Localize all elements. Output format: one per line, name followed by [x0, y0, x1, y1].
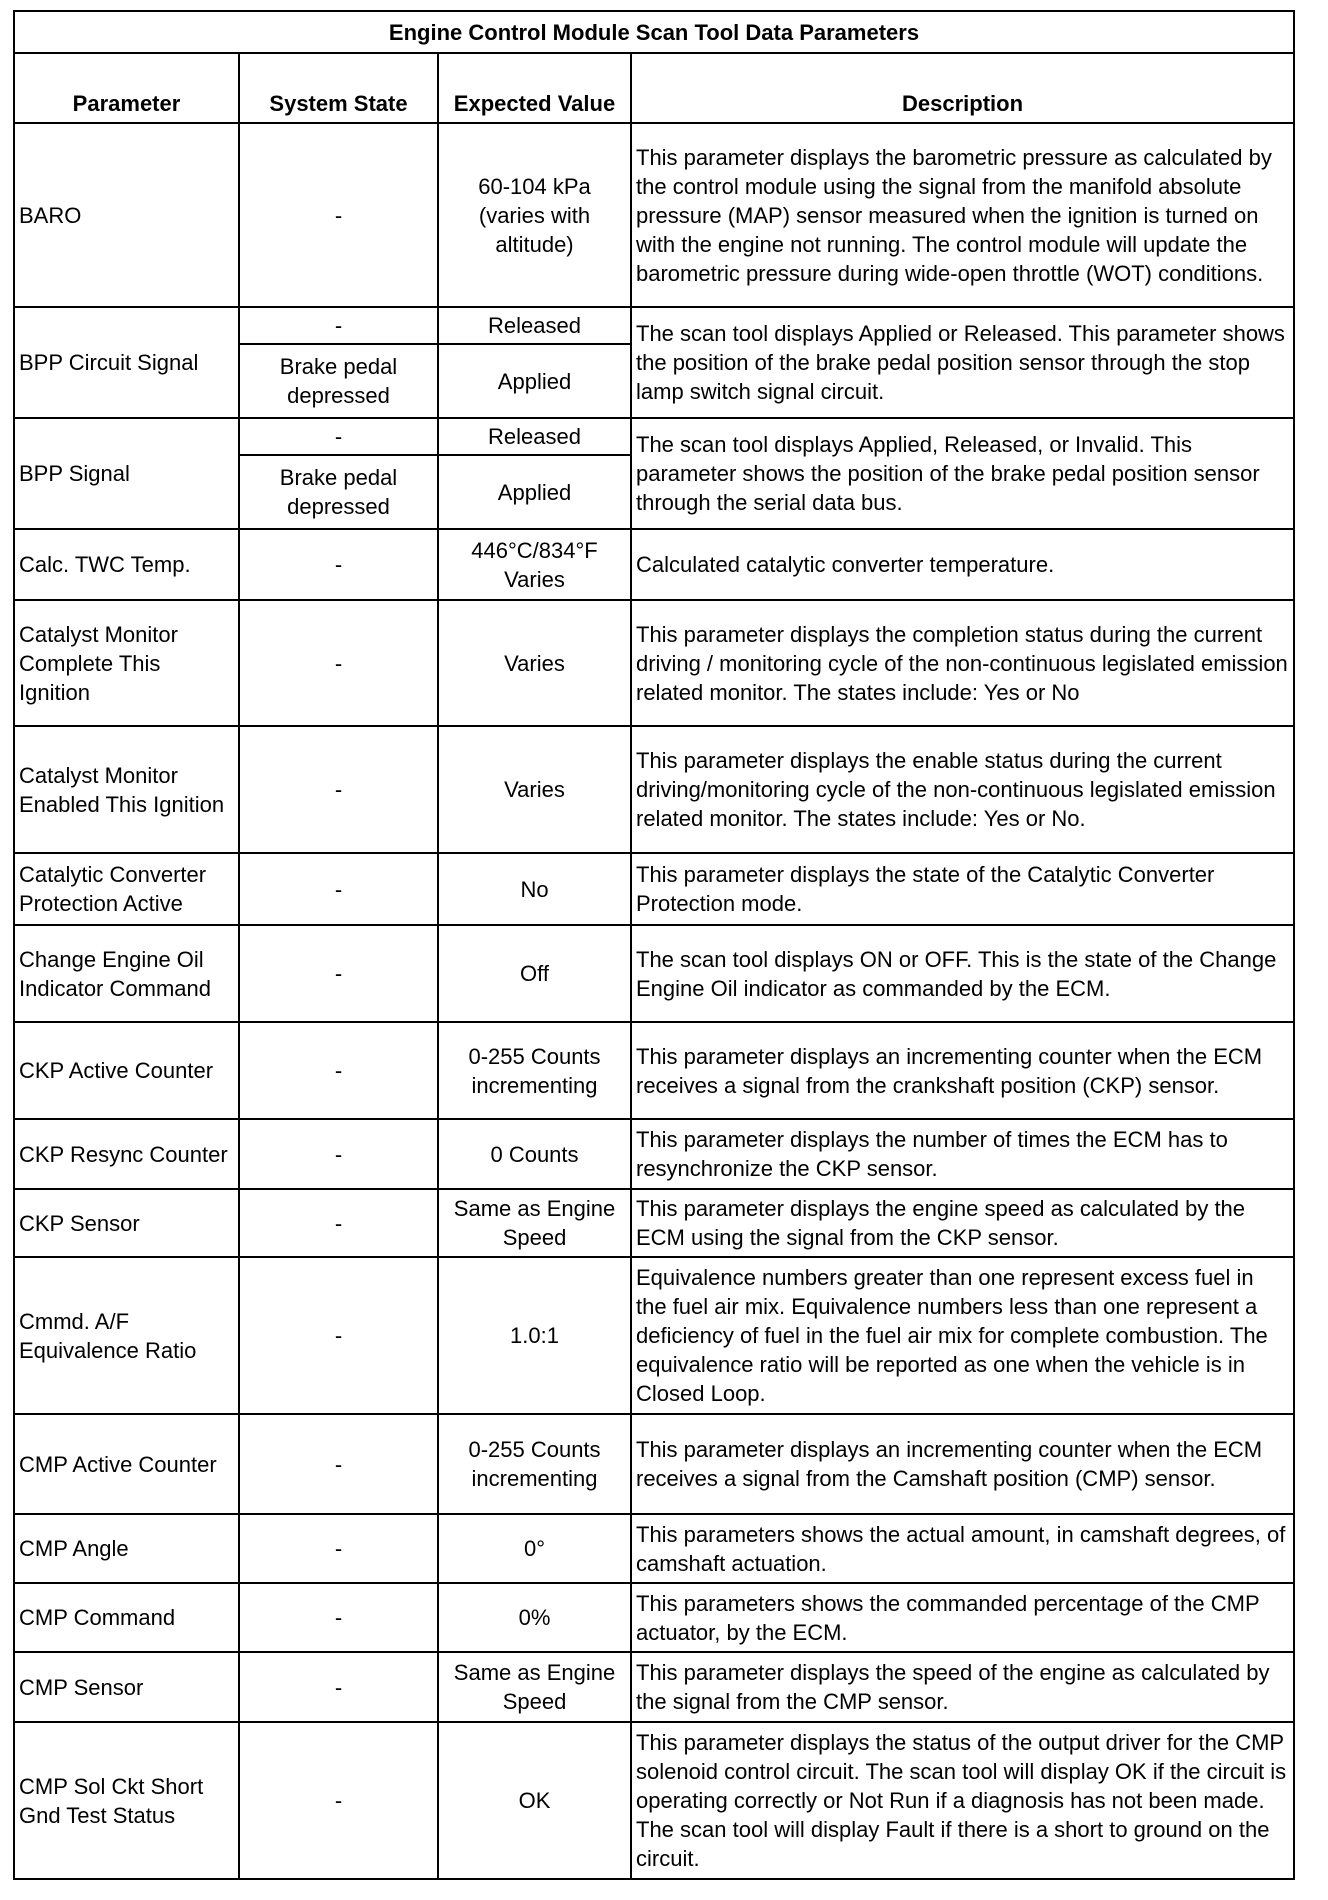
description-cell: This parameter displays the number of times the ECM has to resynchronize the CKP sensor.: [631, 1119, 1294, 1189]
table-row: [14, 925, 1294, 1022]
expected-value-cell: 0 Counts: [438, 1119, 631, 1189]
parameter-cell: Catalyst Monitor Complete This Ignition: [14, 600, 239, 726]
table-row: [14, 1022, 1294, 1119]
parameter-cell: CMP Sensor: [14, 1652, 239, 1722]
parameter-cell: Calc. TWC Temp.: [14, 529, 239, 600]
description-cell: This parameter displays the enable status during the current driving/monitoring cycle of the non-continuous legislated emission related monitor. The states include: Yes or No.: [631, 726, 1294, 853]
header-parameter: Parameter: [14, 53, 239, 123]
description-cell: Calculated catalytic converter temperature.: [631, 529, 1294, 600]
system-state-cell: -: [239, 600, 438, 726]
parameter-cell: Catalyst Monitor Enabled This Ignition: [14, 726, 239, 853]
table-row: [14, 1722, 1294, 1879]
system-state-cell: -: [239, 1414, 438, 1514]
description-cell: The scan tool displays Applied or Released. This parameter shows the position of the brake pedal position sensor through the stop lamp switch signal circuit.: [631, 307, 1294, 418]
system-state-cell: -: [239, 853, 438, 925]
parameter-cell: CMP Command: [14, 1583, 239, 1652]
system-state-cell: -: [239, 1257, 438, 1414]
table-row: [14, 307, 1294, 344]
system-state-cell: -: [239, 418, 438, 455]
table-row: [14, 1514, 1294, 1583]
description-cell: This parameters shows the actual amount, in camshaft degrees, of camshaft actuation.: [631, 1514, 1294, 1583]
expected-value-cell: Varies: [438, 600, 631, 726]
system-state-cell: -: [239, 1022, 438, 1119]
description-cell: This parameter displays the speed of the engine as calculated by the signal from the CMP sensor.: [631, 1652, 1294, 1722]
table-row: [14, 1257, 1294, 1414]
system-state-cell: -: [239, 726, 438, 853]
expected-value-cell: No: [438, 853, 631, 925]
expected-value-cell: Same as Engine Speed: [438, 1189, 631, 1257]
table-row: [14, 600, 1294, 726]
expected-value-cell: 0%: [438, 1583, 631, 1652]
expected-value-cell: OK: [438, 1722, 631, 1879]
parameter-cell: Change Engine Oil Indicator Command: [14, 925, 239, 1022]
expected-value-cell: Same as Engine Speed: [438, 1652, 631, 1722]
table-row: [14, 726, 1294, 853]
expected-value-cell: 0-255 Counts incrementing: [438, 1022, 631, 1119]
table-row: [14, 1583, 1294, 1652]
expected-value-cell: Varies: [438, 726, 631, 853]
system-state-cell: -: [239, 925, 438, 1022]
description-cell: This parameter displays an incrementing counter when the ECM receives a signal from the Camshaft position (CMP) sensor.: [631, 1414, 1294, 1514]
parameter-cell: CKP Sensor: [14, 1189, 239, 1257]
parameter-cell: CMP Angle: [14, 1514, 239, 1583]
system-state-cell: Brake pedal depressed: [239, 455, 438, 529]
system-state-cell: -: [239, 529, 438, 600]
system-state-cell: -: [239, 1583, 438, 1652]
expected-value-cell: 1.0:1: [438, 1257, 631, 1414]
parameter-cell: CMP Active Counter: [14, 1414, 239, 1514]
table-row: [14, 1652, 1294, 1722]
system-state-cell: -: [239, 1189, 438, 1257]
description-cell: This parameter displays an incrementing counter when the ECM receives a signal from the crankshaft position (CKP) sensor.: [631, 1022, 1294, 1119]
parameter-cell: CKP Active Counter: [14, 1022, 239, 1119]
expected-value-cell: 446°C/834°F Varies: [438, 529, 631, 600]
description-cell: This parameter displays the state of the Catalytic Converter Protection mode.: [631, 853, 1294, 925]
table-row: [14, 529, 1294, 600]
system-state-cell: -: [239, 1652, 438, 1722]
description-cell: This parameter displays the barometric pressure as calculated by the control module using the signal from the manifold absolute pressure (MAP) sensor measured when the ignition is turned on with the engine not running. The control module will update the barometric pressure during wide-open throttle (WOT) conditions.: [631, 123, 1294, 307]
table-row: [14, 1414, 1294, 1514]
system-state-cell: -: [239, 123, 438, 307]
system-state-cell: -: [239, 1722, 438, 1879]
expected-value-cell: 0-255 Counts incrementing: [438, 1414, 631, 1514]
table-row: [14, 418, 1294, 455]
header-system-state: System State: [239, 53, 438, 123]
description-cell: This parameter displays the engine speed as calculated by the ECM using the signal from the CKP sensor.: [631, 1189, 1294, 1257]
description-cell: This parameter displays the completion status during the current driving / monitoring cycle of the non-continuous legislated emission related monitor. The states include: Yes or No: [631, 600, 1294, 726]
table-row: [14, 1189, 1294, 1257]
system-state-cell: -: [239, 307, 438, 344]
scan-tool-data-table: [13, 10, 1295, 1880]
description-cell: Equivalence numbers greater than one represent excess fuel in the fuel air mix. Equivalence numbers less than one represent a deficiency of fuel in the fuel air mix for complete combustion. The equivalence ratio will be reported as one when the vehicle is in Closed Loop.: [631, 1257, 1294, 1414]
expected-value-cell: Released: [438, 418, 631, 455]
expected-value-cell: Off: [438, 925, 631, 1022]
parameter-cell: CMP Sol Ckt Short Gnd Test Status: [14, 1722, 239, 1879]
description-cell: This parameter displays the status of the output driver for the CMP solenoid control circuit. The scan tool will display OK if the circuit is operating correctly or Not Run if a diagnosis has not been made. The scan tool will display Fault if there is a short to ground on the circuit.: [631, 1722, 1294, 1879]
table-row: [14, 123, 1294, 307]
parameter-cell: BPP Signal: [14, 418, 239, 529]
system-state-cell: Brake pedal depressed: [239, 344, 438, 418]
description-cell: This parameters shows the commanded percentage of the CMP actuator, by the ECM.: [631, 1583, 1294, 1652]
parameter-cell: BARO: [14, 123, 239, 307]
expected-value-cell: Applied: [438, 344, 631, 418]
parameter-cell: BPP Circuit Signal: [14, 307, 239, 418]
expected-value-cell: 60-104 kPa (varies with altitude): [438, 123, 631, 307]
header-expected-value: Expected Value: [438, 53, 631, 123]
expected-value-cell: 0°: [438, 1514, 631, 1583]
table-title: Engine Control Module Scan Tool Data Parameters: [14, 11, 1294, 53]
description-cell: The scan tool displays Applied, Released, or Invalid. This parameter shows the position of the brake pedal position sensor through the serial data bus.: [631, 418, 1294, 529]
table-row: [14, 853, 1294, 925]
parameter-cell: CKP Resync Counter: [14, 1119, 239, 1189]
expected-value-cell: Released: [438, 307, 631, 344]
system-state-cell: -: [239, 1119, 438, 1189]
parameter-cell: Catalytic Converter Protection Active: [14, 853, 239, 925]
table-row: [14, 1119, 1294, 1189]
system-state-cell: -: [239, 1514, 438, 1583]
header-description: Description: [631, 53, 1294, 123]
description-cell: The scan tool displays ON or OFF. This is the state of the Change Engine Oil indicator as commanded by the ECM.: [631, 925, 1294, 1022]
parameter-cell: Cmmd. A/F Equivalence Ratio: [14, 1257, 239, 1414]
expected-value-cell: Applied: [438, 455, 631, 529]
